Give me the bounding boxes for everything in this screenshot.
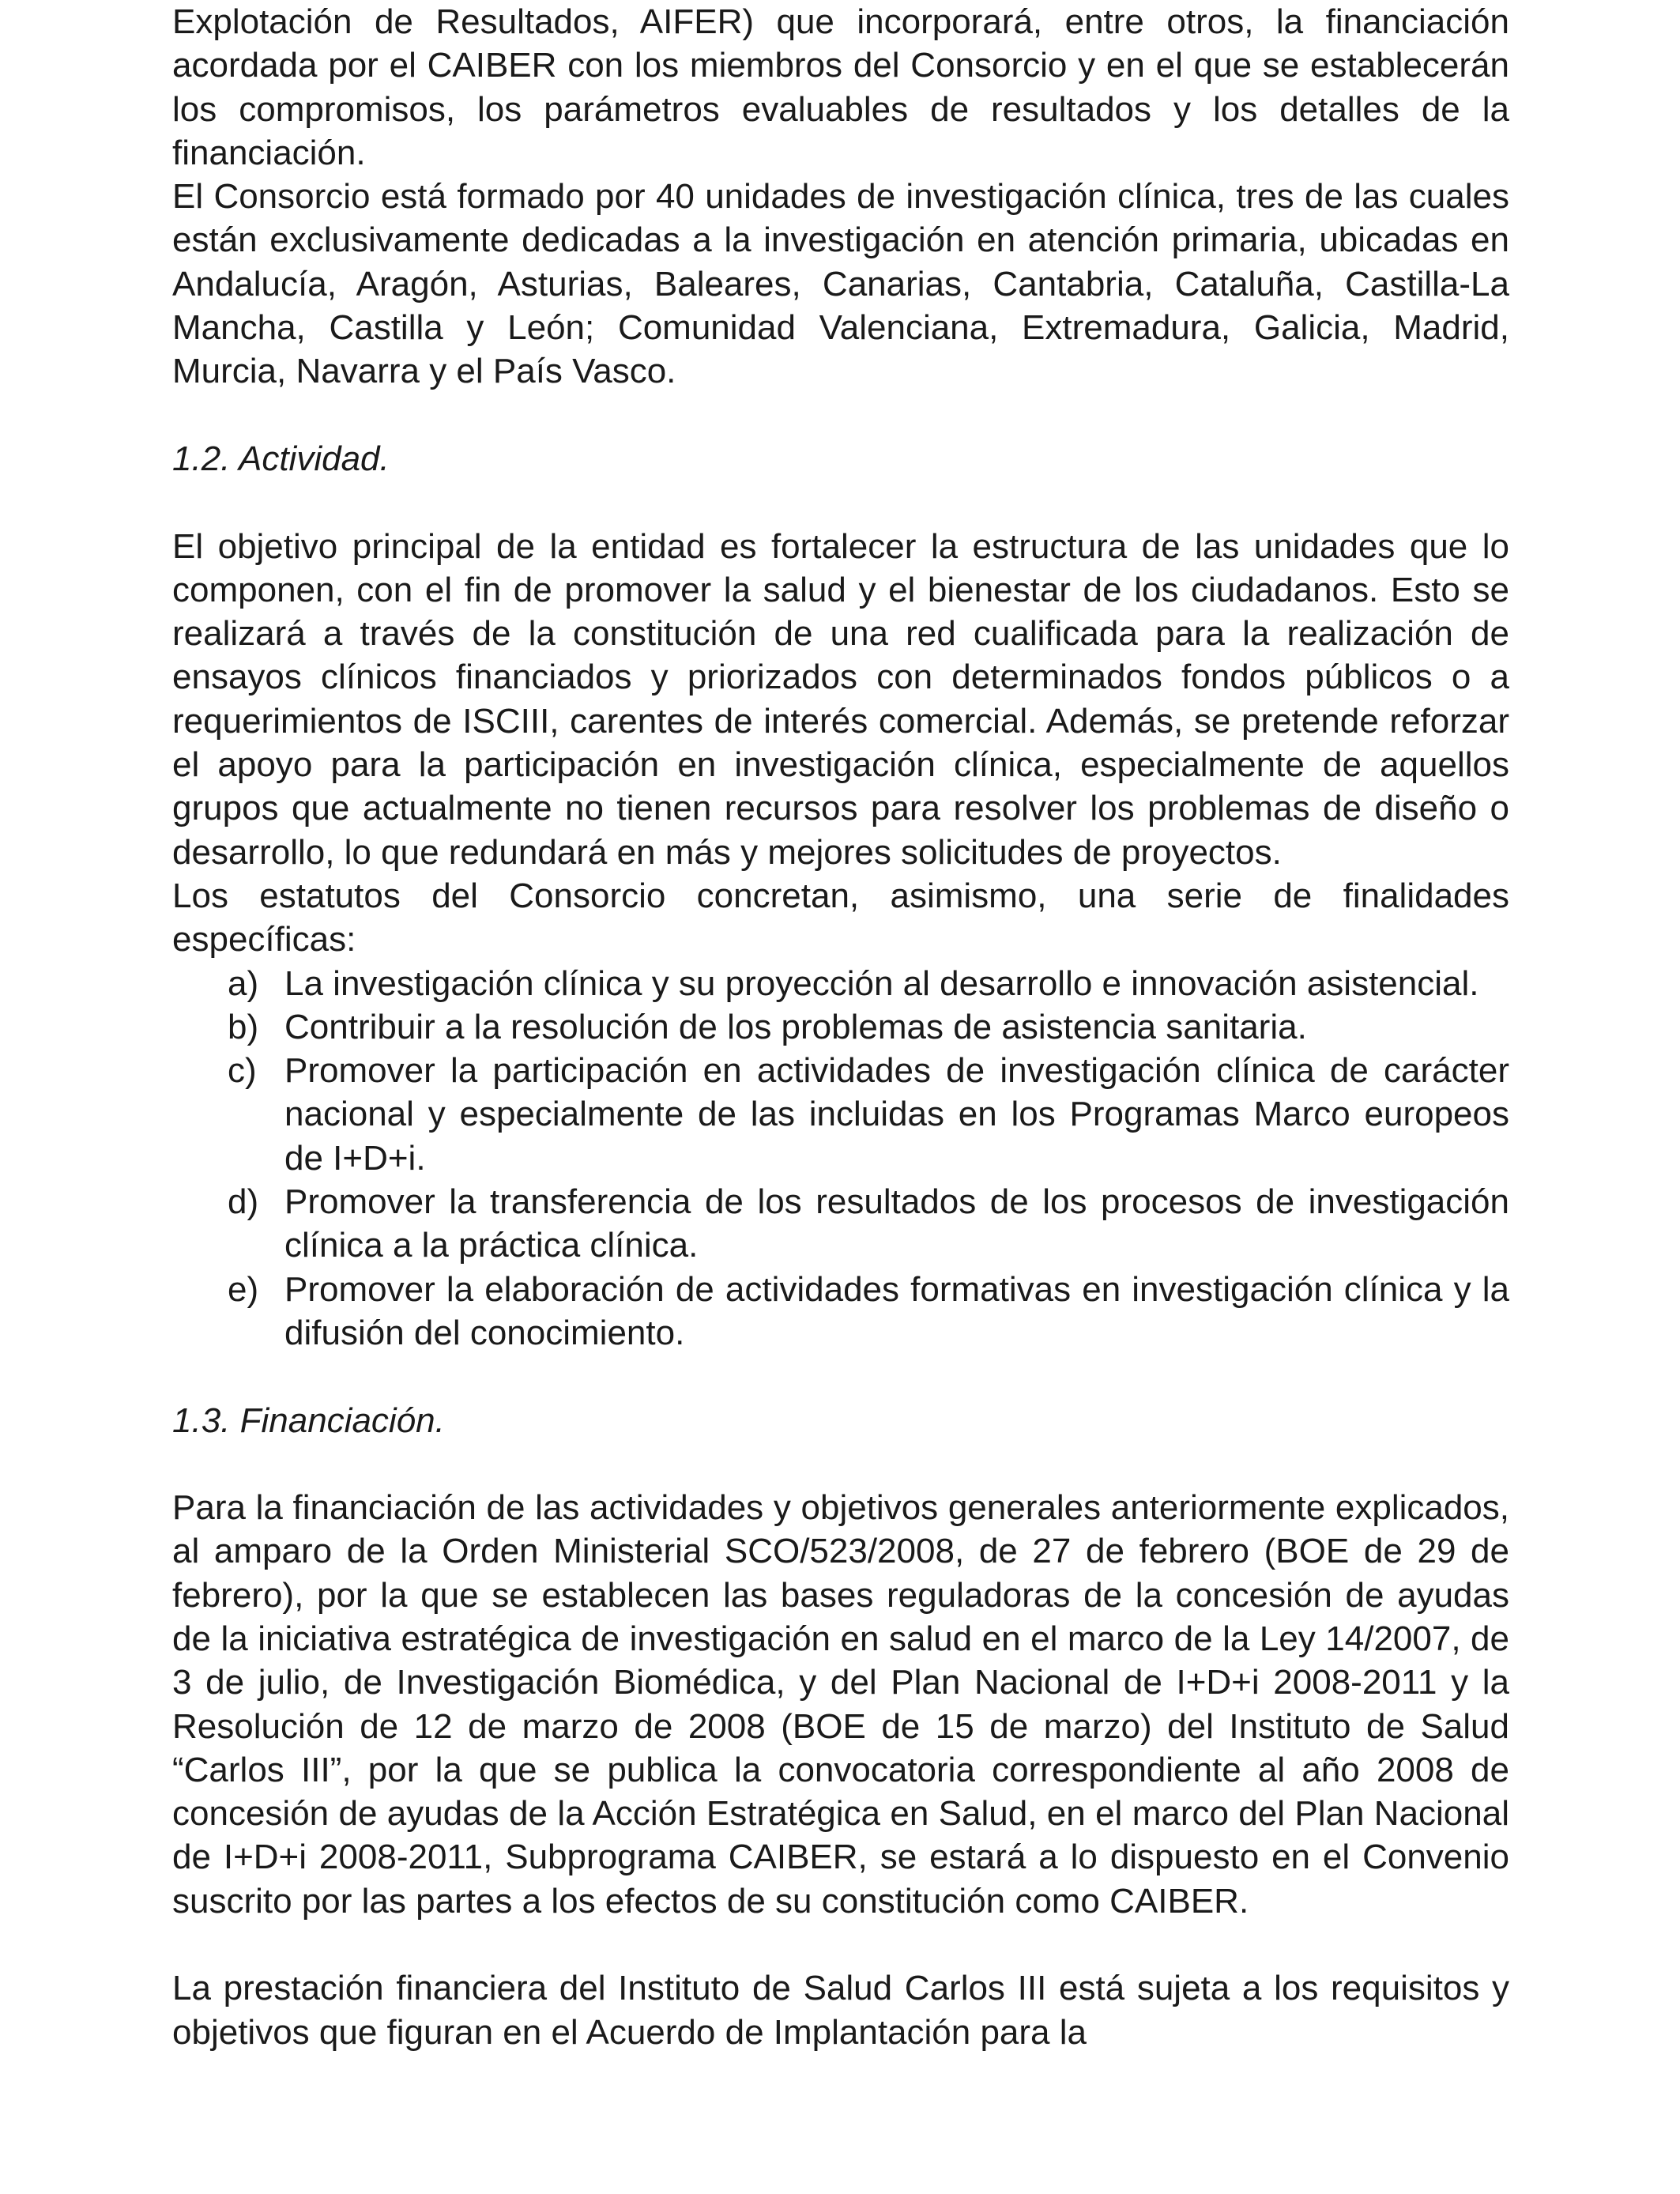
- financing-paragraph-2: La prestación financiera del Instituto de Salud Carlos III está sujeta a los requisitos y objetivos que figuran en el Acuerdo de Implantación para la: [172, 1969, 1509, 2052]
- list-item: [172, 1049, 1509, 1180]
- list-item: [172, 1005, 1509, 1049]
- intro-continuation-paragraph: Explotación de Resultados, AIFER) que incorporará, entre otros, la financiación acordada por el CAIBER con los miembros del Consorcio y en el que se establecerán los compromisos, los parámetros evaluables de resultados y los detalles de la financiación.: [172, 2, 1509, 172]
- consortium-composition-paragraph: El Consorcio está formado por 40 unidades de investigación clínica, tres de las cuales están exclusivamente dedicadas a la investigación en atención primaria, ubicadas en Andalucía, Aragón, Asturias, Baleares, Canarias, Cantabria, Cataluña, Castilla-La Mancha, Castilla y León; Comunidad Valenciana, Extremadura, Galicia, Madrid, Murcia, Navarra y el País Vasco.: [172, 177, 1509, 391]
- list-item-text: Promover la participación en actividades de investigación clínica de carácter nacional y especialmente de las incluidas en los Programas Marco europeos de I+D+i.: [284, 1051, 1509, 1178]
- list-item-text: Promover la transferencia de los resultados de los procesos de investigación clínica a la práctica clínica.: [284, 1182, 1509, 1265]
- spacer: [172, 481, 1509, 524]
- list-item-text: La investigación clínica y su proyección al desarrollo e innovación asistencial.: [284, 963, 1479, 1003]
- section-heading-financing: 1.3. Financiación.: [172, 1400, 445, 1440]
- list-item-text: Promover la elaboración de actividades formativas en investigación clínica y la difusión del conocimiento.: [284, 1269, 1509, 1352]
- financing-paragraph-1: Para la financiación de las actividades y objetivos generales anteriormente explicados, al amparo de la Orden Ministerial SCO/523/2008, de 27 de febrero (BOE de 29 de febrero), por la que se establecen las bases reguladoras de la concesión de ayudas de la iniciativa estratégica de investigación en salud en el marco de la Ley 14/2007, de 3 de julio, de Investigación Biomédica, y del Plan Nacional de I+D+i 2008-2011 y la Resolución de 12 de marzo de 2008 (BOE de 15 de marzo) del Instituto de Salud “Carlos III”, por la que se publica la convocatoria correspondiente al año 2008 de concesión de ayudas de la Acción Estratégica en Salud, en el marco del Plan Nacional de I+D+i 2008-2011, Subprograma CAIBER, se estará a lo dispuesto en el Convenio suscrito por las partes a los efectos de su constitución como CAIBER.: [172, 1488, 1509, 1921]
- list-marker: e): [228, 1269, 259, 1309]
- spacer: [172, 1442, 1509, 1486]
- list-marker: a): [228, 963, 259, 1003]
- spacer: [172, 1923, 1509, 1966]
- list-item: [172, 1268, 1509, 1355]
- purposes-list: [172, 962, 1509, 1355]
- statutes-intro-paragraph: Los estatutos del Consorcio concretan, asimismo, una serie de finalidades específicas:: [172, 876, 1509, 959]
- activity-objective-paragraph: El objetivo principal de la entidad es fortalecer la estructura de las unidades que lo componen, con el fin de promover la salud y el bienestar de los ciudadanos. Esto se realizará a través de la constitución de una red cualificada para la realización de ensayos clínicos financiados y priorizados con determinados fondos públicos o a requerimientos de ISCIII, carentes de interés comercial. Además, se pretende reforzar el apoyo para la participación en investigación clínica, especialmente de aquellos grupos que actualmente no tienen recursos para resolver los problemas de diseño o desarrollo, lo que redundará en más y mejores solicitudes de proyectos.: [172, 526, 1509, 872]
- list-marker: b): [228, 1007, 259, 1046]
- list-item: [172, 1180, 1509, 1268]
- list-item-text: Contribuir a la resolución de los problemas de asistencia sanitaria.: [284, 1007, 1307, 1046]
- document-page: [172, 0, 1509, 2054]
- section-heading-activity: 1.2. Actividad.: [172, 439, 390, 478]
- list-marker: c): [228, 1051, 257, 1091]
- list-marker: d): [228, 1182, 259, 1222]
- spacer: [172, 1355, 1509, 1398]
- spacer: [172, 394, 1509, 437]
- list-item: [172, 962, 1509, 1005]
